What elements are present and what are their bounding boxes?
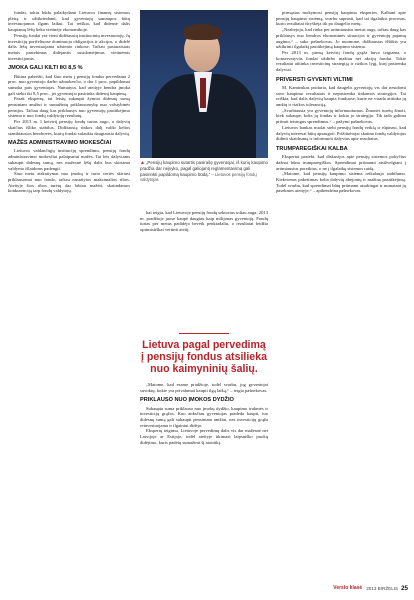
subheading: TRUMPAREGIŠKAI KALBA [276, 145, 348, 152]
paragraph: Ekspertai pastebi, kad diskusijos apie pensijų sistemos pokyčius dažnai būna trumparegiškos. Sprendimai priimami atsižvelgiant į artimiausius poreikius, o ne į ilgalaikę sistemos raidą. [276, 154, 406, 171]
pull-quote-rule [179, 333, 229, 334]
column-3 [276, 10, 406, 194]
paragraph: Būtina pabrėžti, kad šiuo metu į pensijų fondus pervedama 2 proc. nuo gyventojo darbo užmokesčio, o dar 1 proc. papildomai sumoka pats gyventojas. Numatyta, kad ateityje bendra įmoka gali siekti iki 8,5 proc., jei gyventojai pasirinks didesnį kaupimą. [8, 73, 130, 96]
caption-author: – Lietuvos pensijų fondų valdytojas [140, 171, 257, 183]
portrait-hair [183, 24, 221, 40]
paragraph: Sukaupta suma priklauso nuo įmokų dydžio, kaupimo trukmės ir investicijų grąžos. Kuo anksčiau gyventojas pradeda kaupti, tuo didesnę sumą gali sukaupti pensiniam amžiui, nes investicijų grąža reinvestuojama ir ilgainiui didėja. [140, 405, 268, 428]
caption-text: „Pensijų kaupimo sutartis pasirašę gyventojai, iš kurių kaupimo pradžia dar neįvyko, pagal galiojantį reglamentavimą gali pasirinkti papildomą kaupimo būdą.“ [140, 160, 268, 177]
pull-quote [140, 333, 268, 375]
subheading: PRIKLAUSO NUO ĮMOKOS DYDŽIO [140, 397, 234, 404]
photo-caption [140, 160, 268, 183]
paragraph: „Matome, kad esame pradžioje, todėl svarbu, jog gyventojai suvoktų, kokie yra privalumai kaupti ilgą laiką,“ – teigia pašnekovas. [140, 382, 268, 393]
paragraph: Pasak ekspertų, tai leistų sukaupti žymiai didesnę sumą pensiniam amžiui ir sumažintų priklausomybę nuo valstybinės pensijos. Tačiau daug kas priklausys nuo gyventojų pasitikėjimo sistema ir nuo fondų valdytojų rezultatų. [8, 96, 130, 119]
paragraph: pirmąsias mokymosi pensijų kaupimo ekspertes. Kalbant apie pensijų kaupimo sistemą, svarbu suprasti, kad tai ilgalaikis procesas, kurio rezultatai išryškėja tik po daugelio metų. [276, 10, 406, 27]
column-2 [140, 210, 268, 233]
paragraph: Per 2013 m. I ketvirtį pensijų fondų turtas augo, o dalyvių skaičius išliko stabilus. Didžiausią rinkos dalį valdo kelios stambiausios bendrovės, kurių fondai sulaukia daugiausia dalyvių. [8, 119, 130, 136]
portrait-tie [200, 78, 206, 108]
paragraph: „Matome, kad pensijų kaupimo sistema reikalauja stabilumo. Kiekvienas pakeitimas kelia dalyvių abejonių ir mažina pasitikėjimą. Todėl svarbu, kad sprendimai būtų priimami atsakingai ir numatant jų pasekmes ateityje,“ – apibendrina pašnekovas. [276, 171, 406, 194]
paragraph: Šiuo metu atskaitymai nuo įmokų ir turto vertės skiriasi priklausomai nuo fondo, tačiau nustatytos maksimalios ribos. Ateityje šios ribos turėtų dar labiau mažėti, skatindamos konkurenciją tarp fondų valdytojų. [8, 171, 130, 194]
paragraph: kai teigia, kad Lietuvoje pensijų fondų sektorius toliau auga: 2013 m. pradžioje juose kaupė daugiau kaip milijonas gyventojų. Fondų turtas per metus padidėjo beveik penktadaliu, o rezultatai leidžia optimistiškai vertinti ateitį. [140, 210, 268, 233]
paragraph: M. Kaminskas priduria, kad daugelis gyventojų vis dar nesidomi savo kaupimo rezultatais ir nepasirenka tinkamos strategijos. Tai reiškia, kad dalis dalyvių kaupia fonduose, kurie ne visada atitinka jų amžių ir rizikos toleranciją. [276, 84, 406, 108]
paragraph: Lietuvos valdančiųjų institucijų sprendimu, pensijų fondų administravimo mokesčiai palaipsniui mažės. Tai leis dalyviams sukaupti didesnę sumą, nes mažesnė lėšų dalis bus skiriama valdymo išlaidoms padengti. [8, 148, 130, 171]
paragraph: „Svarbiausia yra gyventojų informuotumas. Žmonės turėtų žinoti, kiek sukaupė, koks jų fondas ir kokia jo strategija. Tik tada galima priimti teisingus sprendimus,“ – pažymi pašnekovas. [276, 107, 406, 125]
caption-triangle-icon: ▲ [140, 160, 145, 166]
subheading: MAŽĖS ADMINISTRAVIMO MOKESČIAI [8, 140, 112, 147]
pull-quote-text: Lietuva pagal pervedimą į pensijų fondus atsilieka nuo kaimyninių šalių. [141, 339, 267, 375]
page-footer [288, 583, 408, 593]
page-number: 25 [401, 584, 408, 592]
subheading: PRIVERSTI GYVENTI VILTIMI [276, 76, 353, 83]
magazine-logo: Verslo klasė [333, 585, 363, 591]
paragraph: Lietuvos bankas nuolat stebi pensijų fondų veiklą ir rūpinasi, kad dalyvių interesai būtų apsaugoti. Prižiūrėtojai skatina fondų valdytojus didinti skaidrumą ir informuoti dalyvius apie rezultatus. [276, 124, 406, 142]
paragraph: Per 2013 m. pirmą ketvirtį fondų grąža buvo teigiama, o konservatyvūs fondai uždirbo mažiau nei akcijų fondai. Tokie rezultatai atitinka investicinę strategiją ir rizikos lygį, kurį pasirenka dalyviai. [276, 49, 406, 73]
paragraph: Pensijų fondai yra vieni didžiausių institucinių investuotojų. Jų investicijų portfeliuose dominuoja obligacijos ir akcijos, o didelė dalis lėšų investuojama užsienio rinkose. Tačiau pastaraisiais metais pastebimas didėjantis susidomėjimas vietinėmis investicijomis. [8, 32, 130, 61]
column-1 [8, 10, 130, 194]
column-2-lower [140, 382, 268, 446]
paragraph: fondai, tokiu būdu palaikydami Lietuvos finansų sistemos plėtrą ir užtikrindami, kad gyventojų santaupos būtų investuojamos ilgam laikui. Tai reiškia, kad didesnė dalis kaupiamų lėšų lieka vietinėje ekonomikoje. [8, 10, 130, 33]
paragraph: Ekspertų teigimu, Lietuvoje pervedimų dalis vis dar mažesnė nei Latvijoje ar Estijoje, todėl ateityje tikimasi laipsniško įmokų didėjimo, kuris padėtų sumažinti šį atotrūkį. [140, 428, 268, 445]
issue-date: 2013 BIRŽELIS [366, 585, 399, 591]
subheading: JMOKA GALI KILTI IKI 8,5 % [8, 65, 83, 72]
paragraph: „Neabejoju, kad rinka per artimiausius metus augs, tačiau daug kas priklausys nuo bendros ekonominės situacijos ir gyventojų pajamų augimo,“ – sako pašnekovas. Jo nuomone, didžiausias iššūkis yra užtikrinti ilgalaikį pasitikėjimą kaupimo sistema. [276, 27, 406, 50]
portrait-photo [140, 10, 268, 158]
